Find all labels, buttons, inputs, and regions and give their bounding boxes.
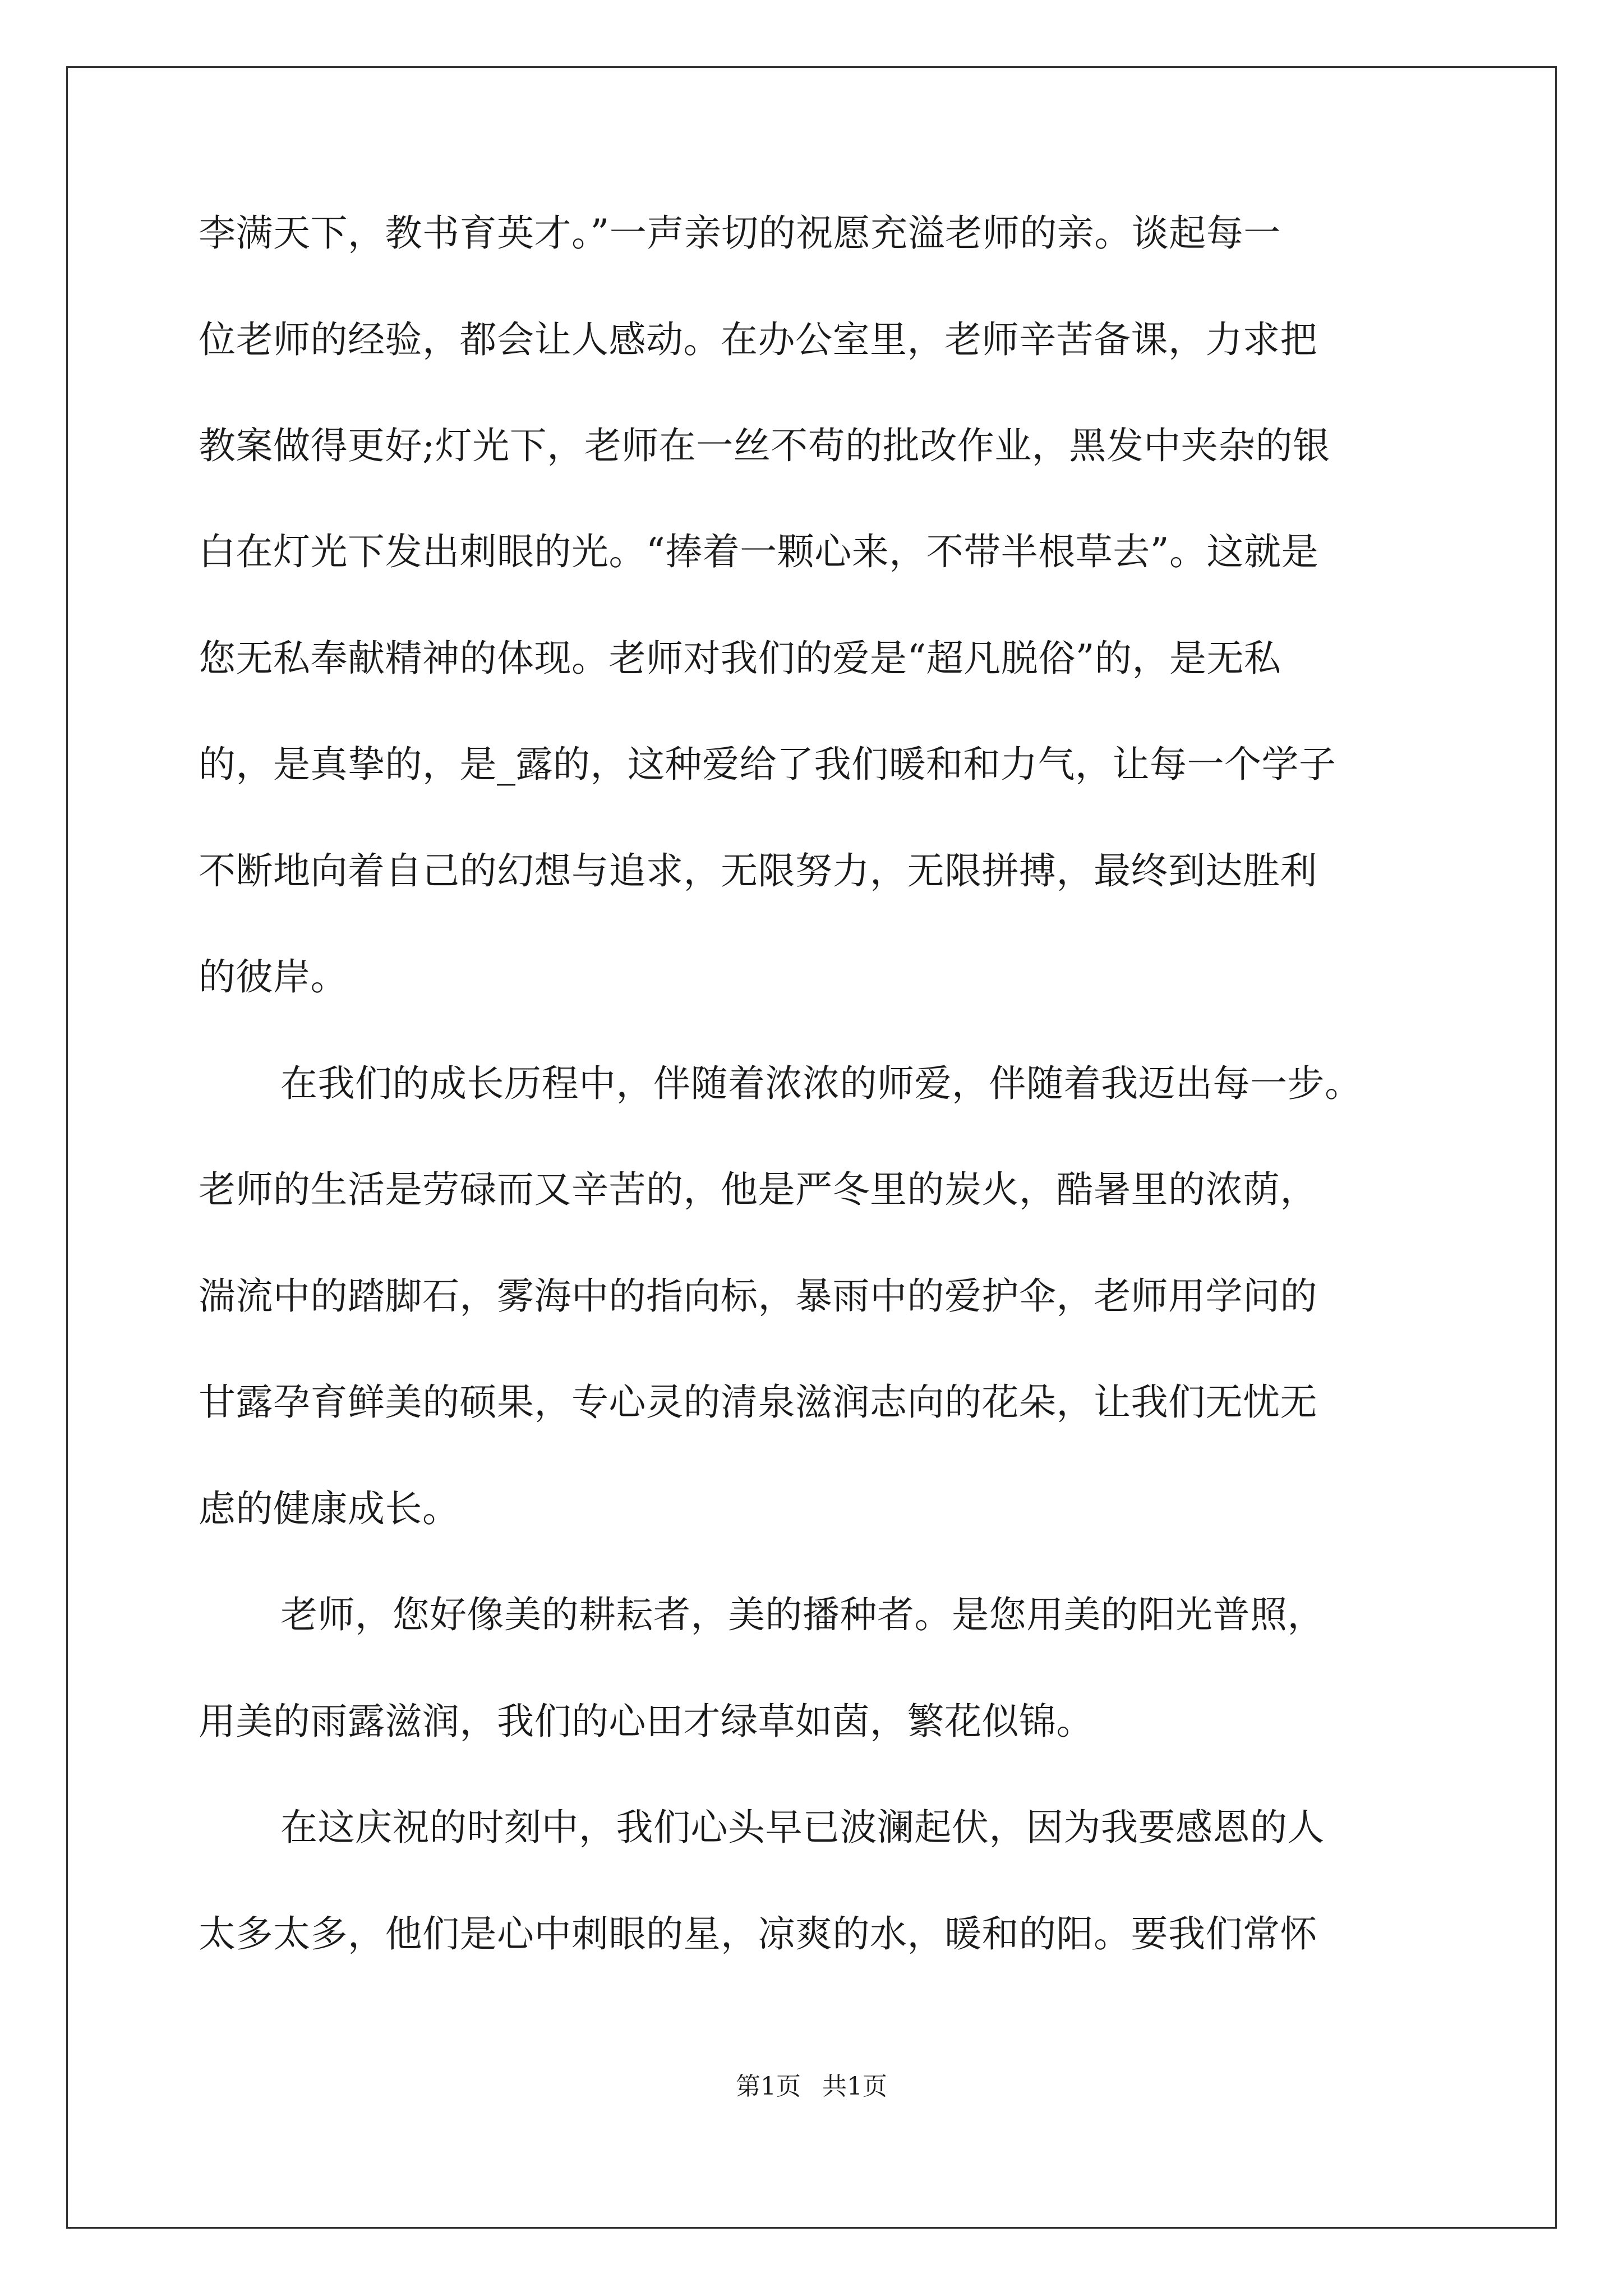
page-footer [0,2070,1623,2104]
paragraph-first-line: 在这庆祝的时刻中，我们心头早已波澜起伏，因为我要感恩的人 [280,1806,1325,1849]
text-line: 的，是真挚的，是_露的，这种爱给了我们暖和和力气，让每一个学子 [199,743,1336,786]
text-line: 老师的生活是劳碌而又辛苦的，他是严冬里的炭火，酷暑里的浓荫， [199,1168,1317,1211]
text-line: 不断地向着自己的幻想与追求，无限努力，无限拼搏，最终到达胜利 [199,849,1317,892]
text-line: 的彼岸。 [199,955,348,999]
page-total: 共1页 [822,2072,887,2101]
text-line: 太多太多，他们是心中刺眼的星，凉爽的水，暖和的阳。要我们常怀 [199,1912,1317,1955]
text-line: 用美的雨露滋润，我们的心田才绿草如茵，繁花似锦。 [199,1700,1094,1743]
text-line: 位老师的经验，都会让人感动。在办公室里，老师辛苦备课，力求把 [199,318,1317,361]
paragraph-first-line: 老师，您好像美的耕耘者，美的播种者。是您用美的阳光普照， [280,1593,1325,1636]
text-line: 甘露孕育鲜美的硕果，专心灵的清泉滋润志向的花朵，让我们无忧无 [199,1381,1317,1424]
text-line: 您无私奉献精神的体现。老师对我们的爱是“超凡脱俗”的，是无私 [199,637,1281,680]
page-border [66,66,1557,2229]
paragraph-first-line: 在我们的成长历程中，伴随着浓浓的师爱，伴随着我迈出每一步。 [280,1062,1362,1105]
text-line: 教案做得更好;灯光下，老师在一丝不苟的批改作业，黑发中夹杂的银 [199,424,1330,467]
text-line: 湍流中的踏脚石，雾海中的指向标，暴雨中的爱护伞，老师用学问的 [199,1274,1317,1318]
text-line: 白在灯光下发出刺眼的光。“捧着一颗心来，不带半根草去”。这就是 [199,530,1318,573]
text-line: 虑的健康成长。 [199,1487,460,1530]
page-number: 第1页 [736,2072,801,2101]
text-line: 李满天下，教书育英才。”一声亲切的祝愿充溢老师的亲。谈起每一 [199,211,1281,255]
